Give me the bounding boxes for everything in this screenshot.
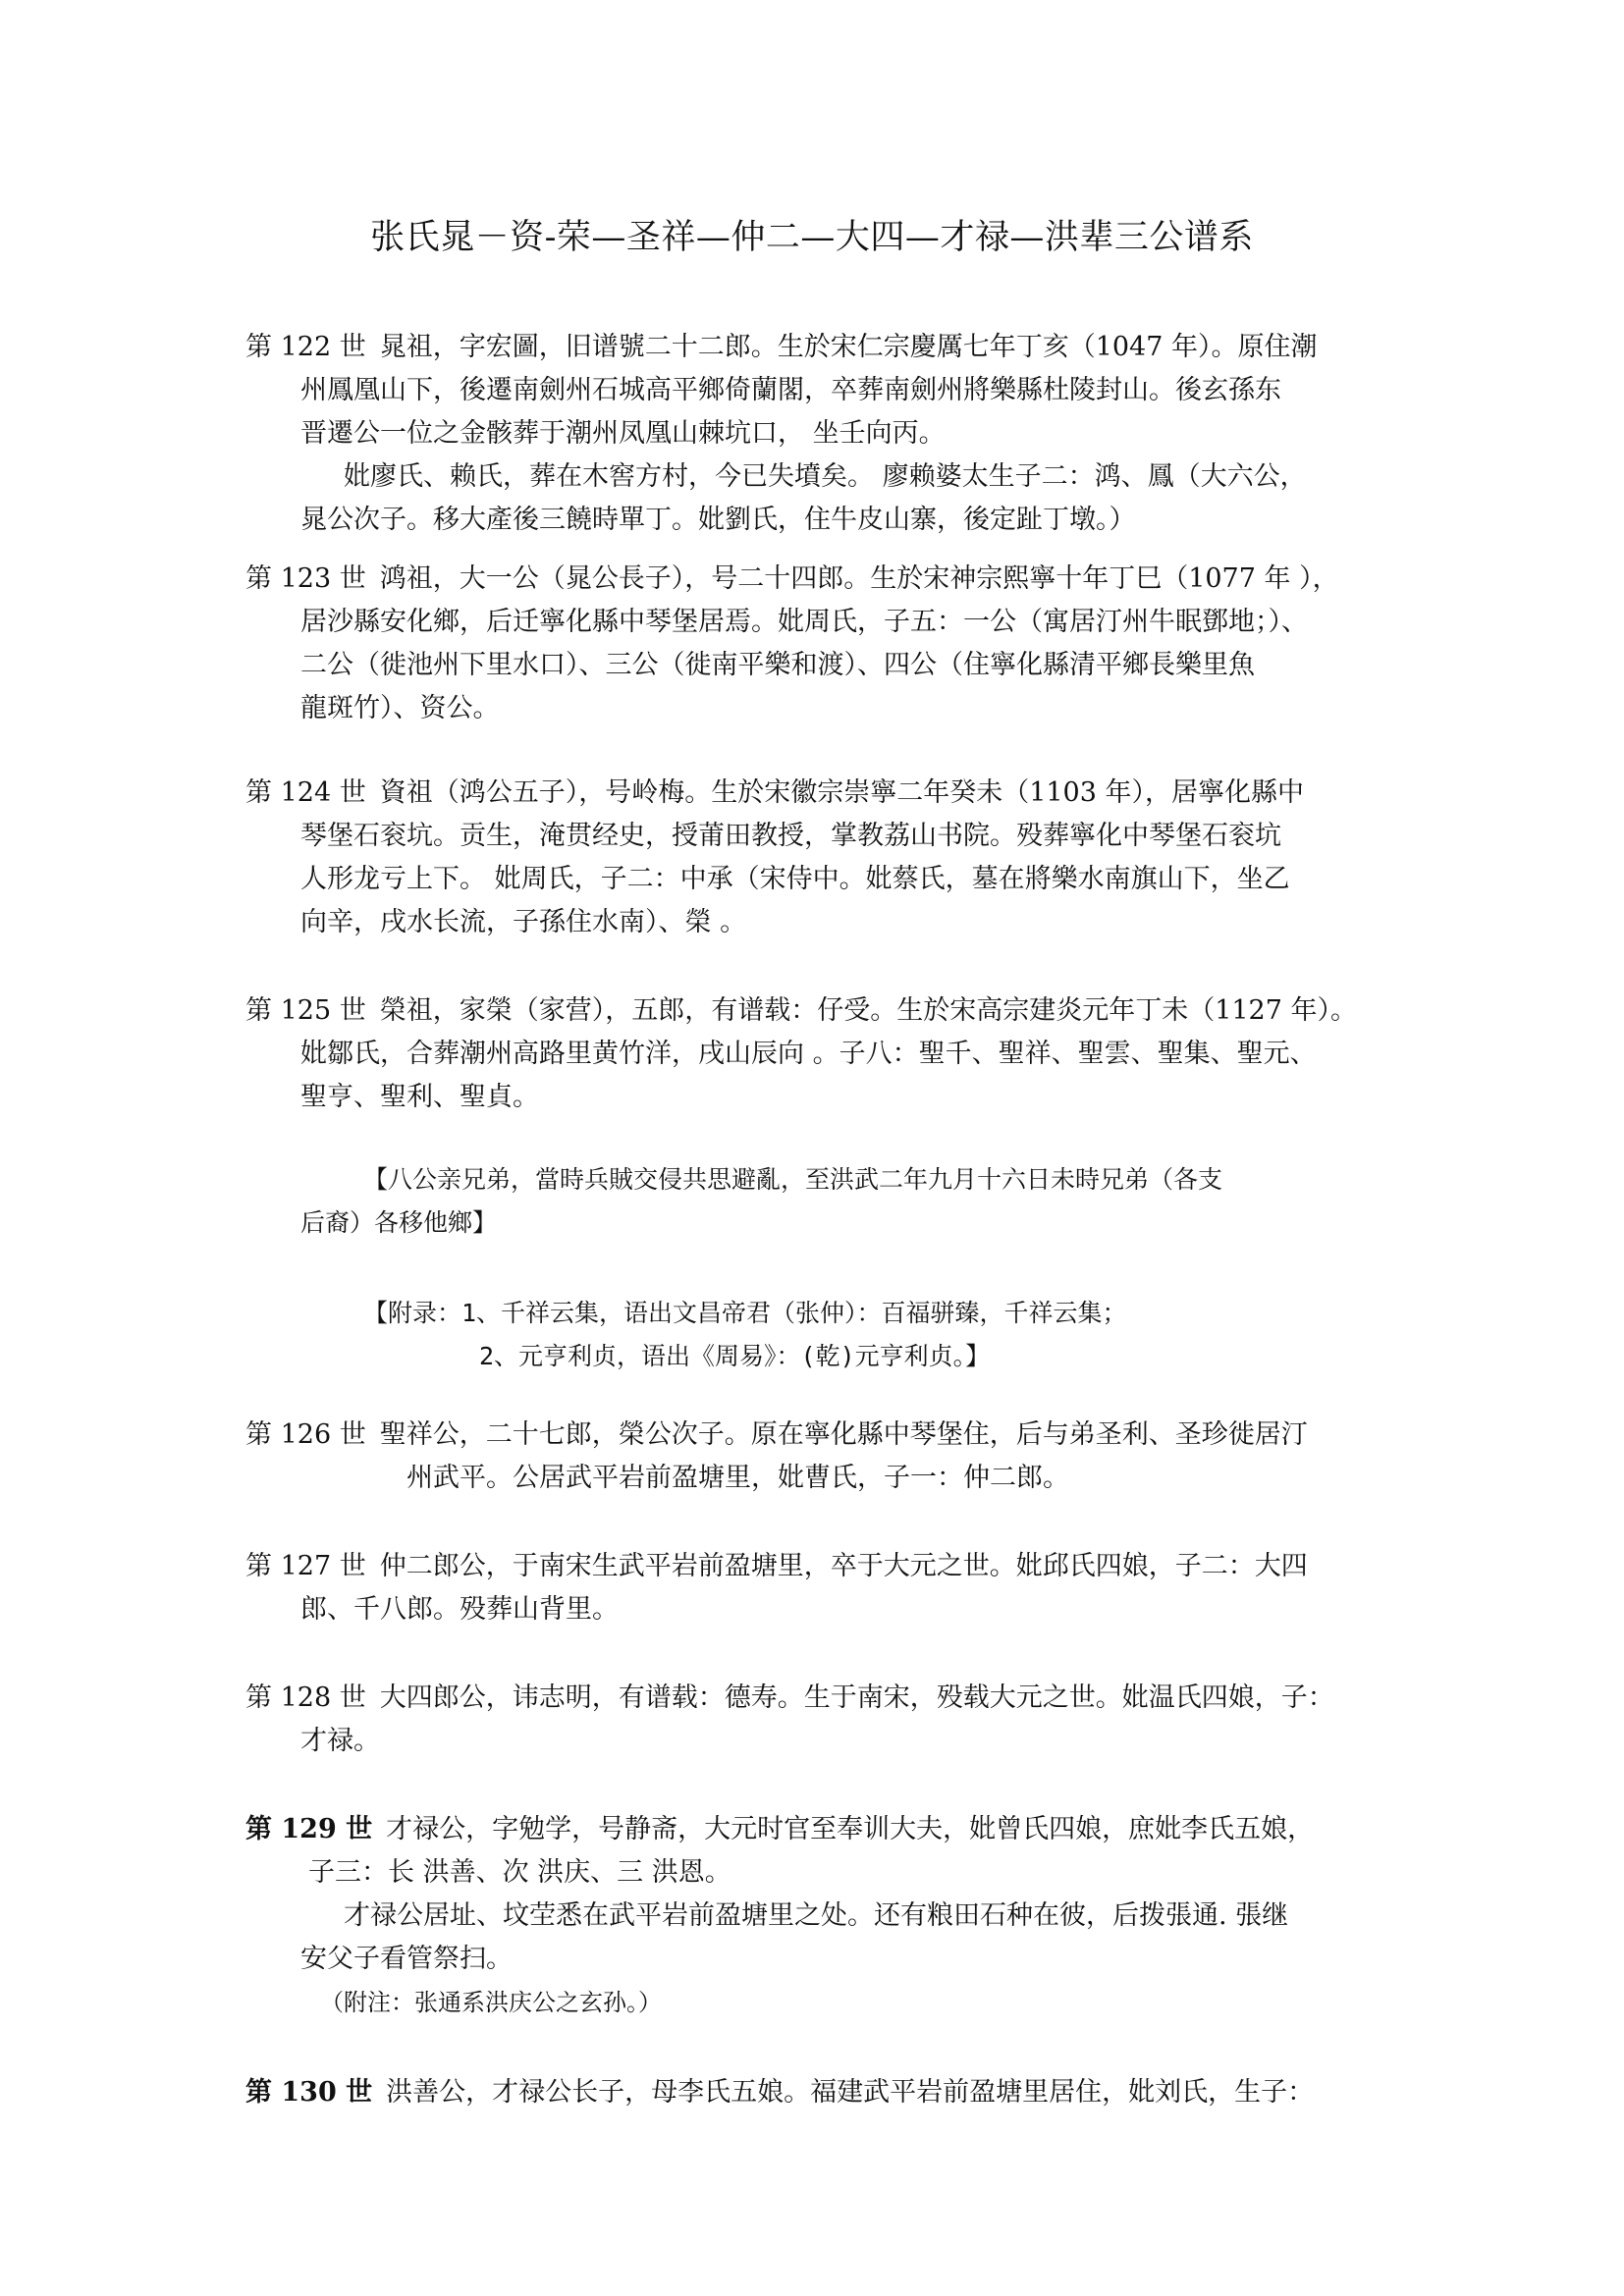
entry-text: 聖祥公，二十七郎，榮公次子。原在寧化縣中琴堡住，后与弟圣利、圣珍徙居汀 (379, 1419, 1308, 1450)
entry-text: 子三：长 洪善、次 洪庆、三 洪恩。 (308, 1857, 731, 1888)
entry-annotation: （附注：张通系洪庆公之玄孙。） (320, 1989, 662, 2016)
entry-text: 晁公次子。移大產後三饒時單丁。妣劉氏，住牛皮山寨，後定趾丁墩。） (300, 505, 1136, 535)
page-title: 张氏晁－资-荣—圣祥—仲二—大四—才禄—洪辈三公谱系 (370, 218, 1254, 257)
entry-text: 榮祖，家榮（家营），五郎，有谱载：仔受。生於宋高宗建炎元年丁未（1127 年）。 (379, 995, 1357, 1026)
entry-text: 才禄公，字勉学，号静斋，大元时官至奉训大夫，妣曾氏四娘，庶妣李氏五娘， (386, 1814, 1315, 1844)
entry-text: 妣廖氏、赖氏，葬在木窖方村，今已失墳矣。 廖赖婆太生子二：鸿、鳳（大六公， (344, 461, 1307, 492)
entry-text: 晁祖，字宏圖，旧谱號二十二郎。生於宋仁宗慶厲七年丁亥（1047 年）。原住潮 (379, 332, 1318, 362)
entry-text: 郎、千八郎。殁葬山背里。 (300, 1594, 619, 1625)
entry-text: 才禄公居址、坟茔悉在武平岩前盈塘里之处。还有粮田石种在彼，后拨張通. 張继 (344, 1900, 1289, 1931)
note-appendix-cont (479, 1335, 990, 1378)
generation-label: 第 125 世 (245, 995, 366, 1026)
generation-label: 第 127 世 (245, 1551, 366, 1581)
entry-text: 二公（徙池州下里水口）、三公（徙南平樂和渡）、四公（住寧化縣清平鄉長樂里魚 (300, 650, 1255, 680)
note-appendix (363, 1292, 1127, 1335)
entry-text: 仲二郎公，于南宋生武平岩前盈塘里，卒于大元之世。妣邱氏四娘，子二：大四 (379, 1551, 1308, 1581)
entry-gen-126 (245, 1414, 1389, 1500)
entry-gen-130 (245, 2071, 1389, 2114)
entry-text: 資祖（鸿公五子），号岭梅。生於宋徽宗崇寧二年癸未（1103 年），居寧化縣中 (379, 777, 1304, 808)
generation-label: 第 128 世 (245, 1682, 366, 1713)
entry-text: 妣鄒氏，合葬潮州高路里黄竹洋，戌山辰向 。子八：聖千、聖祥、聖雲、聖集、聖元、 (300, 1039, 1317, 1069)
entry-gen-128 (245, 1677, 1389, 1763)
entry-gen-129 (245, 1808, 1389, 2024)
note-text: 【附录：1、千祥云集，语出文昌帝君（张仲）：百福骈臻，千祥云集； (363, 1299, 1127, 1327)
entry-gen-123 (245, 558, 1389, 730)
entry-text: 才禄。 (300, 1726, 380, 1756)
entry-text: 鸿祖，大一公（晁公長子），号二十四郎。生於宋神宗熙寧十年丁巳（1077 年 ）， (379, 563, 1339, 594)
entry-text: 州鳳凰山下，後遷南劍州石城高平鄉倚蘭閣，卒葬南劍州將樂縣杜陵封山。後玄孫东 (300, 375, 1281, 405)
entry-text: 洪善公，才禄公长子，母李氏五娘。福建武平岩前盈塘里居住，妣刘氏，生子： (386, 2077, 1315, 2108)
entry-text: 龍斑竹）、资公。 (300, 693, 500, 723)
generation-label: 第 122 世 (245, 332, 366, 362)
note-eight-brothers (363, 1158, 1222, 1201)
entry-gen-127 (245, 1545, 1389, 1631)
generation-label: 第 129 世 (245, 1814, 373, 1844)
note-eight-brothers-cont (300, 1201, 497, 1245)
generation-label: 第 126 世 (245, 1419, 366, 1450)
generation-label: 第 124 世 (245, 777, 366, 808)
entry-text: 安父子看管祭扫。 (300, 1944, 513, 1974)
note-text: 后裔）各移他鄉】 (300, 1208, 498, 1237)
entry-text: 人形龙亏上下。 妣周氏，子二：中承（宋侍中。妣蔡氏，墓在將樂水南旗山下，坐乙 (300, 864, 1290, 894)
entry-gen-125 (245, 989, 1389, 1119)
entry-text: 向辛，戌水长流，子孫住水南）、榮 。 (300, 907, 747, 937)
generation-label: 第 123 世 (245, 563, 366, 594)
note-text: 2、元亨利贞，语出《周易》：(乾)元亨利贞。】 (479, 1342, 991, 1370)
generation-label: 第 130 世 (245, 2077, 373, 2108)
note-text: 【八公亲兄弟，當時兵賊交侵共思避亂，至洪武二年九月十六日未時兄弟（各支 (363, 1165, 1223, 1194)
entry-text: 州武平。公居武平岩前盈塘里，妣曹氏，子一：仲二郎。 (406, 1463, 1069, 1493)
entry-text: 大四郎公，讳志明，有谱载：德寿。生于南宋，殁载大元之世。妣温氏四娘，子： (379, 1682, 1334, 1713)
entry-gen-124 (245, 772, 1389, 944)
entry-text: 晋遷公一位之金骸葬于潮州凤凰山棘坑口， 坐壬向丙。 (300, 418, 946, 449)
entry-text: 琴堡石衮坑。贡生，淹贯经史，授莆田教授，掌教荔山书院。殁葬寧化中琴堡石衮坑 (300, 821, 1281, 851)
entry-gen-122 (245, 326, 1389, 542)
entry-text: 居沙縣安化鄉，后迁寧化縣中琴堡居焉。妣周氏，子五：一公（寓居汀州牛眠鄧地；）、 (300, 607, 1308, 637)
entry-text: 聖亨、聖利、聖貞。 (300, 1082, 539, 1112)
